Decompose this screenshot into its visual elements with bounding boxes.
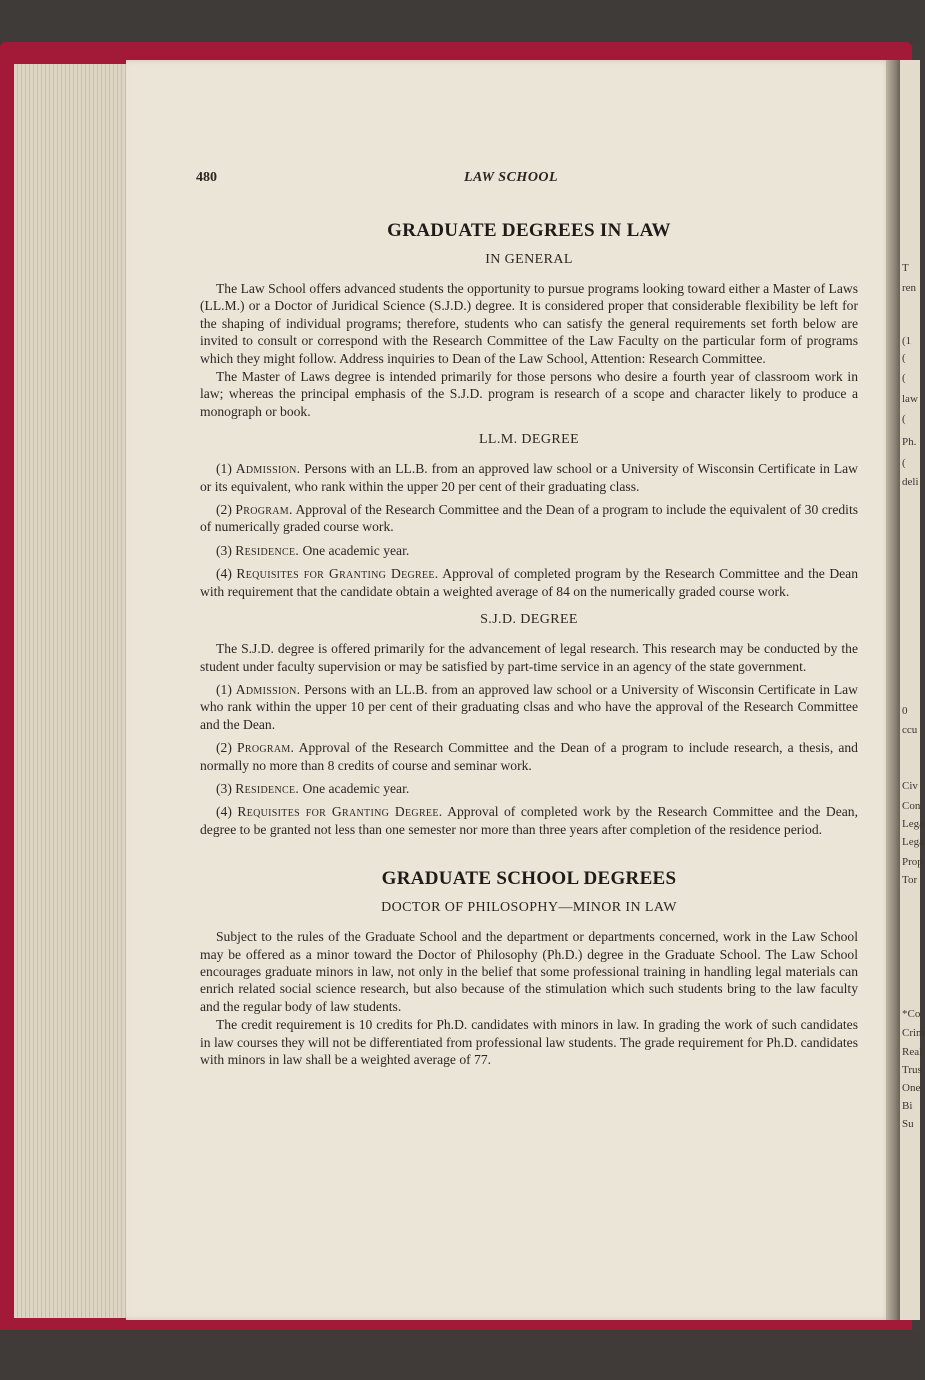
heading-in-general: IN GENERAL xyxy=(485,252,573,267)
llm-item-program xyxy=(200,501,858,536)
fragment: Prop xyxy=(902,856,923,868)
llm-item-admission xyxy=(200,460,858,495)
fragment: Lega xyxy=(902,818,924,830)
item-text: Persons with an LL.B. from an approved law school or a University of Wisconsin Certificate in Law who rank within the upper 10 per cent of their graduating clsas and who have the approval of the Research Committee and the Dean. xyxy=(200,681,858,732)
item-label: Program. xyxy=(237,740,295,756)
fragment: Su xyxy=(902,1118,914,1130)
item-number: (1) xyxy=(216,681,232,697)
item-text: Approval of completed program by the Research Committee and the Dean with requirement that the candidate obtain a weighted average of 84 on the numerically graded course work. xyxy=(200,566,859,599)
item-label: Requisites for Granting Degree. xyxy=(237,804,443,820)
item-text: Approval of the Research Committee and the Dean of a program to include research, a thesis, and normally no more than 8 credits of course and seminar work. xyxy=(200,740,858,773)
fragment: ( xyxy=(902,352,906,364)
fragment: ( xyxy=(902,372,906,384)
fragment: Trus xyxy=(902,1064,922,1076)
section-title-graduate-school-degrees: GRADUATE SCHOOL DEGREES xyxy=(381,868,677,890)
running-header xyxy=(196,160,858,200)
heading-llm-degree: LL.M. DEGREE xyxy=(478,432,580,448)
fragment: (1 xyxy=(902,335,912,347)
fragment: ren xyxy=(902,282,917,294)
background-top xyxy=(0,0,920,45)
page-edges xyxy=(14,64,132,1318)
llm-item-requisites xyxy=(200,565,858,600)
heading-doctor-of-philosophy: DOCTOR OF PHILOSOPHY—MINOR IN LAW xyxy=(381,900,677,916)
fragment: Crim xyxy=(902,1027,925,1039)
fragment: ( xyxy=(902,457,906,469)
sjd-item-residence xyxy=(200,780,858,797)
fragment: Civ xyxy=(902,780,918,792)
sjd-item-admission xyxy=(200,681,858,733)
item-text: Approval of completed work by the Research Committee and the Dean, degree to be granted not less than one semester nor more than three years after completion of the residence period. xyxy=(200,804,859,837)
paragraph: The credit requirement is 10 credits for Ph.D. candidates with minors in law. In grading the work of such candidates in law courses they will not be differentiated from professional law students. The grade requirement for Ph.D. candidates with minors in law shall be a weighted average of 77. xyxy=(200,1017,858,1067)
item-number: (4) xyxy=(216,804,232,820)
sjd-intro: The S.J.D. degree is offered primarily for the advancement of legal research. This research may be conducted by the student under faculty supervision or may be satisfied by part-time service in an agency of the state government. xyxy=(200,641,858,674)
item-label: Residence. xyxy=(235,780,300,796)
item-label: Admission. xyxy=(235,681,301,697)
fragment: Tor xyxy=(902,874,918,886)
item-text: One academic year. xyxy=(302,542,410,558)
paragraph: Subject to the rules of the Graduate School and the department or departments concerned, work in the Law School may be offered as a minor toward the Doctor of Philosophy (Ph.D.) degree in the Graduate School. The Law School encourages graduate minors in law, not only in the belief that some professional training in handling legal materials can enrich related social science research, but also because of the stimulation which such students bring to the law faculty and the regular body of law students. xyxy=(200,929,858,1014)
llm-item-residence xyxy=(200,542,858,559)
page-content xyxy=(196,160,859,1068)
item-label: Program. xyxy=(235,502,293,518)
item-number: (2) xyxy=(216,740,232,756)
sjd-item-program xyxy=(200,739,858,774)
fragment: *Co xyxy=(902,1008,921,1020)
fragment: Bi xyxy=(902,1100,913,1112)
fragment: Ph. xyxy=(902,436,917,448)
paragraph: The Law School offers advanced students the opportunity to pursue programs looking toward either a Master of Laws (LL.M.) or a Doctor of Juridical Science (S.J.D.) degree. It is considered proper that considerable flexibility be left for the shaping of individual programs; therefore, students who can satisfy the general requirements set forth below are invited to consult or correspond with the Research Committee of the Law Faculty on the particular form of programs which they might follow. Address inquiries to Dean of the Law School, Attention: Research Committee. xyxy=(200,281,858,366)
section-title-graduate-degrees-in-law: GRADUATE DEGREES IN LAW xyxy=(387,220,671,241)
item-number: (3) xyxy=(216,542,232,558)
fragment: 0 xyxy=(902,705,908,717)
item-label: Admission. xyxy=(235,461,301,477)
page-number: 480 xyxy=(196,170,217,185)
item-number: (1) xyxy=(216,461,232,477)
item-text: Approval of the Research Committee and the Dean of a program to include the equivalent of 30 credits of numerically graded course work. xyxy=(200,502,859,535)
fragment: deli xyxy=(902,476,919,488)
paragraph: The Master of Laws degree is intended primarily for those persons who desire a fourth year of classroom work in law; whereas the principal emphasis of the S.J.D. program is research of a scope and character likely to produce a monograph or book. xyxy=(200,369,858,419)
item-label: Residence. xyxy=(235,542,300,558)
item-label: Requisites for Granting Degree. xyxy=(236,566,439,582)
fragment: ( xyxy=(902,413,906,425)
fragment: law xyxy=(902,393,918,405)
heading-sjd-degree: S.J.D. DEGREE xyxy=(480,612,578,628)
sjd-item-requisites xyxy=(200,803,858,838)
item-text: Persons with an LL.B. from an approved law school or a University of Wisconsin Certificate in Law or its equivalent, who rank within the upper 20 per cent of their graduating class. xyxy=(200,461,858,494)
fragment: Real xyxy=(902,1046,923,1058)
fragment: ccu xyxy=(902,724,918,736)
item-text: One academic year. xyxy=(302,780,410,796)
background-bottom xyxy=(0,1330,920,1380)
fragment: T xyxy=(902,262,909,274)
fragment: One xyxy=(902,1082,921,1094)
item-number: (2) xyxy=(216,502,232,518)
fragment: Con xyxy=(902,800,921,812)
item-number: (3) xyxy=(216,780,232,796)
running-title: LAW SCHOOL xyxy=(464,170,559,185)
facing-page-edge xyxy=(900,60,923,1320)
fragment: Lega xyxy=(902,836,924,848)
item-number: (4) xyxy=(216,566,232,582)
